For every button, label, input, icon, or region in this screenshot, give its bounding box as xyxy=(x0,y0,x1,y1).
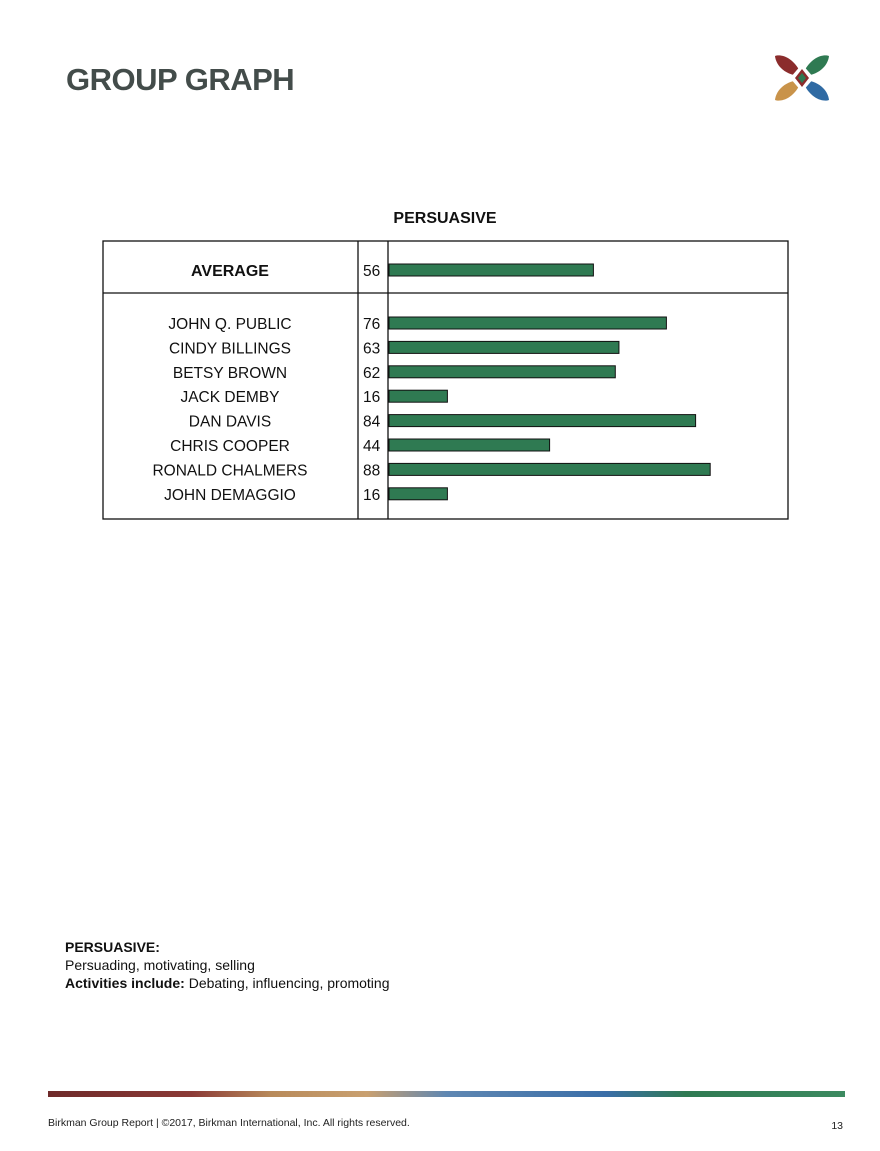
bar-row-label: CHRIS COOPER xyxy=(170,438,290,455)
bar-row-label: BETSY BROWN xyxy=(172,364,288,382)
bar-row-bar xyxy=(389,366,615,378)
bar-row-label: CINDY BILLINGS xyxy=(168,340,292,358)
bar-row-label: RONALD CHALMERS xyxy=(152,462,308,480)
average-value: 56 xyxy=(363,263,381,280)
description-activities xyxy=(65,974,390,992)
bar-row-bar xyxy=(389,488,447,500)
activities-label: Activities include: xyxy=(65,975,185,991)
bar-row-bar xyxy=(389,415,696,427)
bar-row-value: 44 xyxy=(363,438,381,455)
footer-text: Birkman Group Report | ©2017, Birkman International, Inc. All rights reserved. xyxy=(48,1117,410,1129)
bar-row-value: 88 xyxy=(363,462,381,480)
average-bar xyxy=(389,264,593,276)
footer-color-bar xyxy=(48,1091,845,1097)
bar-row-bar xyxy=(389,463,710,475)
chart-title: PERSUASIVE xyxy=(393,210,497,227)
bar-row-label: JOHN Q. PUBLIC xyxy=(168,316,292,333)
bar-row-label: JOHN DEMAGGIO xyxy=(164,486,296,504)
bar-row-bar xyxy=(389,341,619,353)
bar-row-value: 16 xyxy=(363,389,381,407)
activities-text: Debating, influencing, promoting xyxy=(184,975,390,991)
bar-row-bar xyxy=(389,390,447,402)
bar-row-value: 62 xyxy=(363,364,381,382)
bar-row-value: 16 xyxy=(363,486,381,504)
bar-row-label: JACK DEMBY xyxy=(180,389,280,407)
bar-row-value: 63 xyxy=(363,340,381,358)
page-title: GROUP GRAPH xyxy=(66,62,295,97)
description-block xyxy=(65,938,390,992)
page-number: 13 xyxy=(831,1120,843,1132)
average-label: AVERAGE xyxy=(191,263,269,280)
bar-row-label: DAN DAVIS xyxy=(188,413,272,431)
bar-row-value: 76 xyxy=(363,316,381,333)
description-heading: PERSUASIVE: xyxy=(65,939,160,955)
bar-row-bar xyxy=(389,439,550,451)
description-summary: Persuading, motivating, selling xyxy=(65,957,255,973)
bar-row-value: 84 xyxy=(363,413,381,431)
bar-row-bar xyxy=(389,317,666,329)
